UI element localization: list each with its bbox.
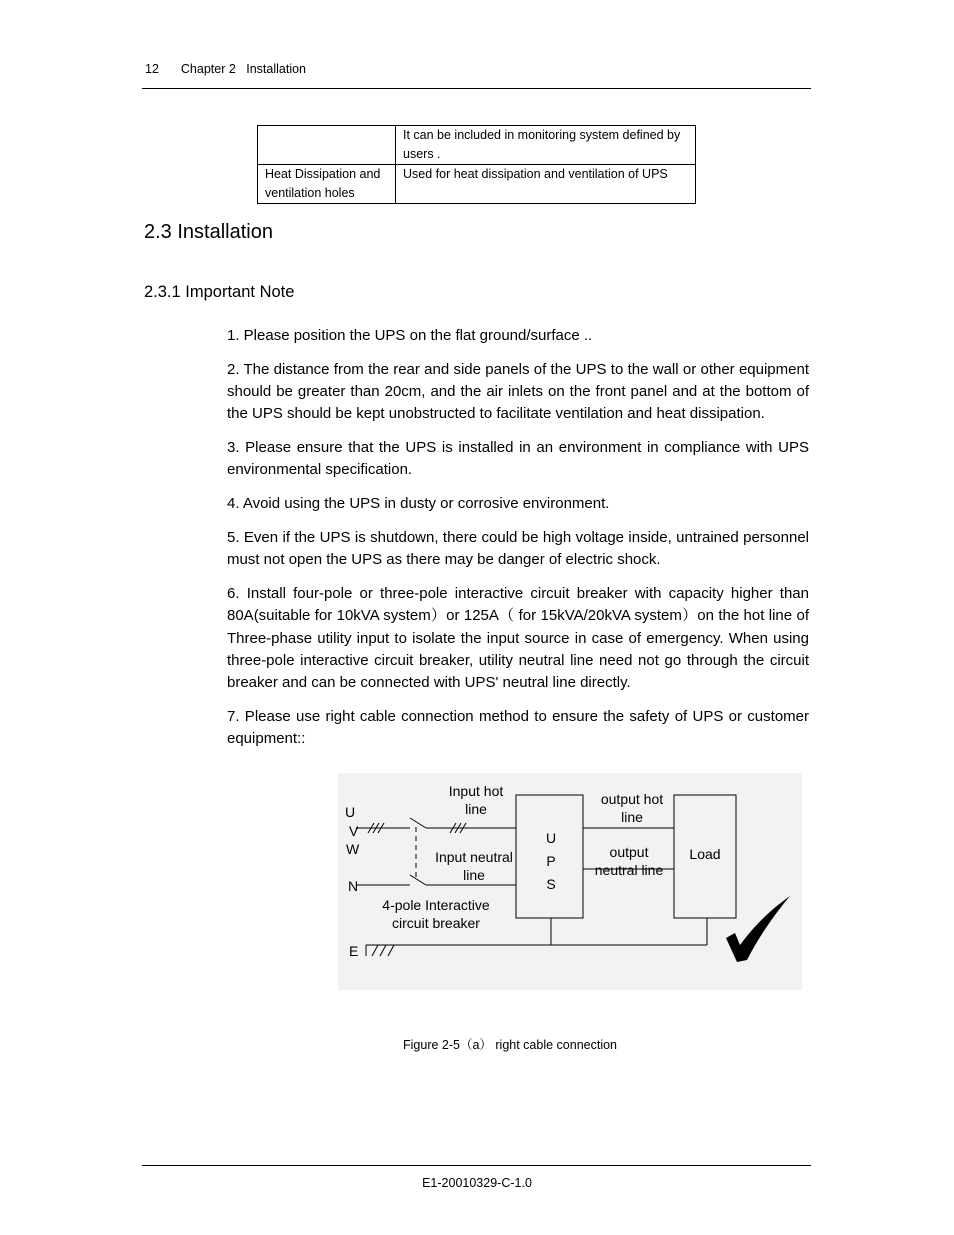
list-item: 3. Please ensure that the UPS is installed in an environment in compliance with UPS environmental specification. [227, 439, 809, 479]
phase-v-label: V [349, 823, 359, 839]
list-item: 6. Install four-pole or three-pole interactive circuit breaker with capacity higher than 80A(suitable for 10kVA system）or 125A（ for 15kVA/20kVA system）on the hot line of Three-phase utility input to isolate the input source in case of emergency. When using three-pole interactive circuit breaker, utility neutral line need not go through the circuit breaker and can be connected with UPS' neutral line directly. [227, 585, 809, 692]
ups-letter-u: U [545, 830, 557, 846]
chapter-label: Chapter 2 [180, 62, 236, 76]
breaker-switch-neutral [410, 875, 426, 885]
table-cell-name: Heat Dissipation and ventilation holes [258, 165, 396, 204]
figure-caption: Figure 2-5（a） right cable connection [403, 1038, 618, 1052]
ups-letter-p: P [546, 853, 556, 869]
table-row [258, 126, 696, 165]
document-code: E1-20010329-C-1.0 [422, 1176, 532, 1190]
load-label: Load [689, 846, 721, 862]
note-list [227, 325, 809, 762]
table-cell-description: Used for heat dissipation and ventilation of UPS [396, 165, 696, 204]
neutral-label: N [348, 878, 359, 894]
output-hot-label: output hot line [600, 791, 664, 825]
table-row [258, 165, 696, 204]
list-item: 5. Even if the UPS is shutdown, there could be high voltage inside, untrained personnel must not open the UPS as there may be danger of electric shock. [227, 529, 809, 569]
list-item: 4. Avoid using the UPS in dusty or corrosive environment. [227, 495, 610, 513]
subsection-heading: 2.3.1 Important Note [144, 283, 295, 301]
list-item: 2. The distance from the rear and side panels of the UPS to the wall or other equipment should be greater than 20cm, and the air inlets on the front panel and at the bottom of the UPS should be kept unobstructed to facilitate ventilation and heat dissipation. [227, 360, 809, 423]
ups-letter-s: S [546, 876, 556, 892]
list-item: 1. Please position the UPS on the flat ground/surface .. [227, 327, 593, 344]
list-item: 7. Please use right cable connection method to ensure the safety of UPS or customer equipment:: [227, 708, 809, 748]
footer-rule [142, 1165, 811, 1166]
breaker-switch-hot [410, 818, 426, 828]
earth-label: E [349, 943, 359, 959]
chapter-title: Installation [246, 62, 306, 76]
page-number: 12 [145, 62, 159, 76]
phase-u-label: U [345, 804, 356, 820]
spec-table [257, 125, 696, 204]
wiring-diagram [338, 773, 802, 990]
header-rule [142, 88, 811, 89]
input-neutral-label: Input neutral line [435, 849, 513, 883]
wiring-diagram-lines [338, 773, 802, 990]
table-cell-name [258, 126, 396, 165]
table-cell-description: It can be included in monitoring system defined by users . [396, 126, 696, 165]
breaker-label: 4-pole Interactive circuit breaker [382, 897, 490, 931]
page-header [145, 62, 306, 76]
section-heading: 2.3 Installation [144, 221, 273, 243]
output-neutral-label: output neutral line [594, 844, 664, 878]
input-hot-label: Input hot line [448, 783, 504, 817]
phase-w-label: W [346, 841, 360, 857]
